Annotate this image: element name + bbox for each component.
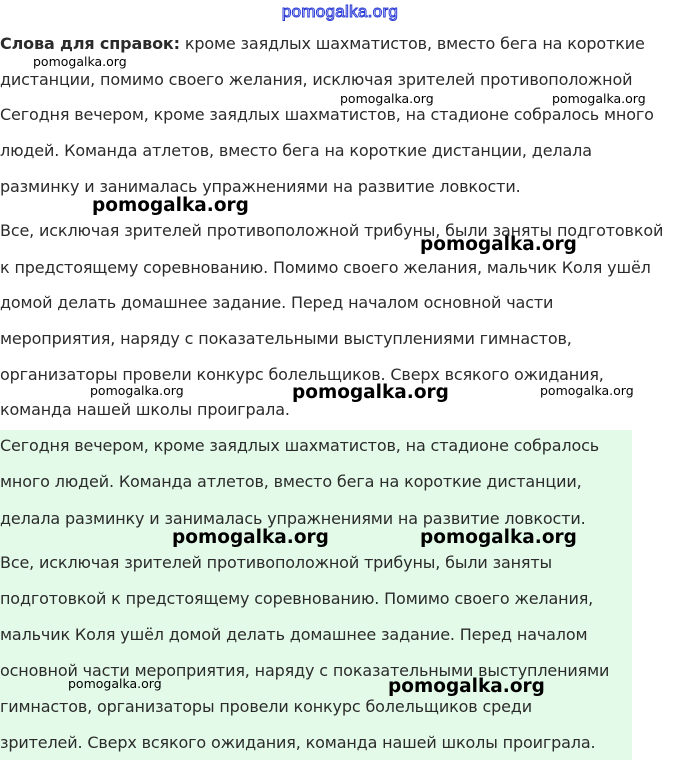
watermark: pomogalka.org [92,195,249,216]
answer-line: делала разминку и занималась упражнениями на развитие ловкости. [0,509,586,528]
answer-line: основной части мероприятия, наряду с показательными выступлениями [0,661,610,680]
task-line: Все, исключая зрителей противоположной трибуны, были заняты подготовкой [0,221,664,240]
hint-line-2: дистанции, помимо своего желания, исключая зрителей противоположной [0,70,633,89]
watermark: pomogalka.org [90,383,184,398]
task-line: к предстоящему соревнованию. Помимо своего желания, мальчик Коля ушёл [0,258,651,277]
task-line: домой делать домашнее задание. Перед началом основной части [0,293,554,312]
answer-line: Все, исключая зрителей противоположной трибуны, были заняты [0,553,553,572]
task-line: организаторы провели конкурс болельщиков. Сверх всякого ожидания, [0,365,604,384]
task-line: мероприятия, наряду с показательными выступлениями гимнастов, [0,329,572,348]
watermark: pomogalka.org [68,676,162,691]
answer-line: подготовкой к предстоящему соревнованию. Помимо своего желания, [0,589,594,608]
watermark: pomogalka.org [172,527,329,548]
hint-line-1 [0,34,645,54]
watermark: pomogalka.org [420,527,577,548]
answer-line: мальчик Коля ушёл домой делать домашнее задание. Перед началом [0,625,588,644]
header-watermark: pomogalka.org [281,2,399,21]
answer-line: гимнастов, организаторы провели конкурс болельщиков среди [0,697,532,716]
answer-line: Сегодня вечером, кроме заядлых шахматистов, на стадионе собралось [0,436,600,455]
task-line: разминку и занималась упражнениями на развитие ловкости. [0,177,521,196]
watermark: pomogalka.org [420,234,577,255]
watermark: pomogalka.org [340,91,434,106]
task-line: Сегодня вечером, кроме заядлых шахматистов, на стадионе собралось много [0,105,654,124]
watermark: pomogalka.org [388,676,545,697]
task-line: команда нашей школы проиграла. [0,400,290,419]
answer-line: зрителей. Сверх всякого ожидания, команда нашей школы проиграла. [0,733,596,752]
watermark: pomogalka.org [552,91,646,106]
hint-label: Слова для справок: [0,34,180,53]
watermark: pomogalka.org [33,54,127,69]
watermark: pomogalka.org [292,382,449,403]
hint-text: кроме заядлых шахматистов, вместо бега на короткие [179,34,645,53]
watermark: pomogalka.org [540,383,634,398]
answer-line: много людей. Команда атлетов, вместо бега на короткие дистанции, [0,472,582,491]
task-line: людей. Команда атлетов, вместо бега на короткие дистанции, делала [0,141,592,160]
